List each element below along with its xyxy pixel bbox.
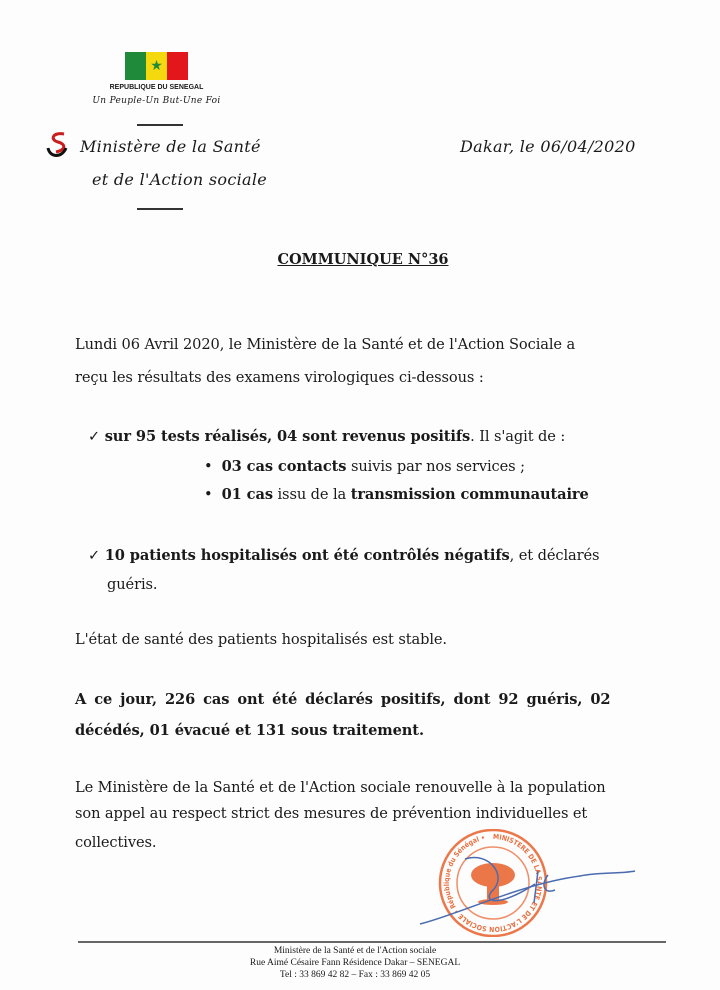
check-icon: ✓ (88, 428, 101, 445)
summary-line: décédés, 01 évacué et 131 sous traitement. (75, 722, 424, 739)
result-item (88, 428, 565, 445)
footer-line: Tel : 33 869 42 82 – Fax : 33 869 42 05 (279, 970, 431, 980)
divider (137, 208, 183, 210)
sub-highlight: transmission communautaire (350, 486, 589, 503)
sub-highlight: 01 cas (221, 486, 273, 503)
communique-title: COMMUNIQUE N°36 (277, 251, 449, 268)
bullet-icon: • (204, 486, 213, 503)
closing-line: collectives. (75, 834, 157, 851)
result-text: , et déclarés (509, 547, 600, 564)
ministry-name-line2: et de l'Action sociale (92, 170, 268, 189)
check-icon: ✓ (88, 547, 101, 564)
official-stamp (400, 829, 640, 941)
sub-item (204, 458, 525, 475)
document-date: Dakar, le 06/04/2020 (460, 137, 636, 156)
footer-divider (78, 941, 666, 943)
sub-item (204, 486, 589, 503)
result-continuation: guéris. (107, 576, 158, 593)
footer-line: Ministère de la Santé et de l'Action sociale (273, 946, 437, 956)
bullet-icon: • (204, 458, 213, 475)
stable-statement: L'état de santé des patients hospitalisés est stable. (75, 631, 447, 648)
closing-line: Le Ministère de la Santé et de l'Action sociale renouvelle à la population (75, 779, 606, 796)
closing-line: son appel au respect strict des mesures de prévention individuelles et (75, 805, 588, 822)
result-highlight: sur 95 tests réalisés, 04 sont revenus positifs (104, 428, 471, 445)
ministry-name-line1: Ministère de la Santé (80, 137, 261, 156)
senegal-flag (125, 52, 188, 80)
star-icon: ★ (146, 52, 167, 80)
result-highlight: 10 patients hospitalisés ont été contrôlés négatifs (104, 547, 510, 564)
sub-highlight: 03 cas contacts (221, 458, 347, 475)
sub-text: issu de la (272, 486, 351, 503)
intro-line: Lundi 06 Avril 2020, le Ministère de la Santé et de l'Action Sociale a (75, 336, 576, 353)
footer-line: Rue Aimé Césaire Fann Résidence Dakar – SENEGAL (249, 958, 461, 968)
national-motto: Un Peuple-Un But-Une Foi (92, 96, 221, 106)
result-item (88, 547, 599, 564)
intro-line: reçu les résultats des examens virologiques ci-dessous : (75, 369, 484, 386)
result-text: . Il s'agit de : (470, 428, 566, 445)
stamp-text: MINISTERE DE LA SANTE ET DE L'ACTION SOCIALE • République du Sénégal • (442, 832, 543, 934)
divider (137, 124, 183, 126)
country-name: REPUBLIQUE DU SENEGAL (109, 84, 204, 91)
sub-text: suivis par nos services ; (346, 458, 525, 475)
ministry-emblem-icon (44, 130, 74, 164)
summary-line: A ce jour, 226 cas ont été déclarés positifs, dont 92 guéris, 02 (75, 691, 611, 708)
